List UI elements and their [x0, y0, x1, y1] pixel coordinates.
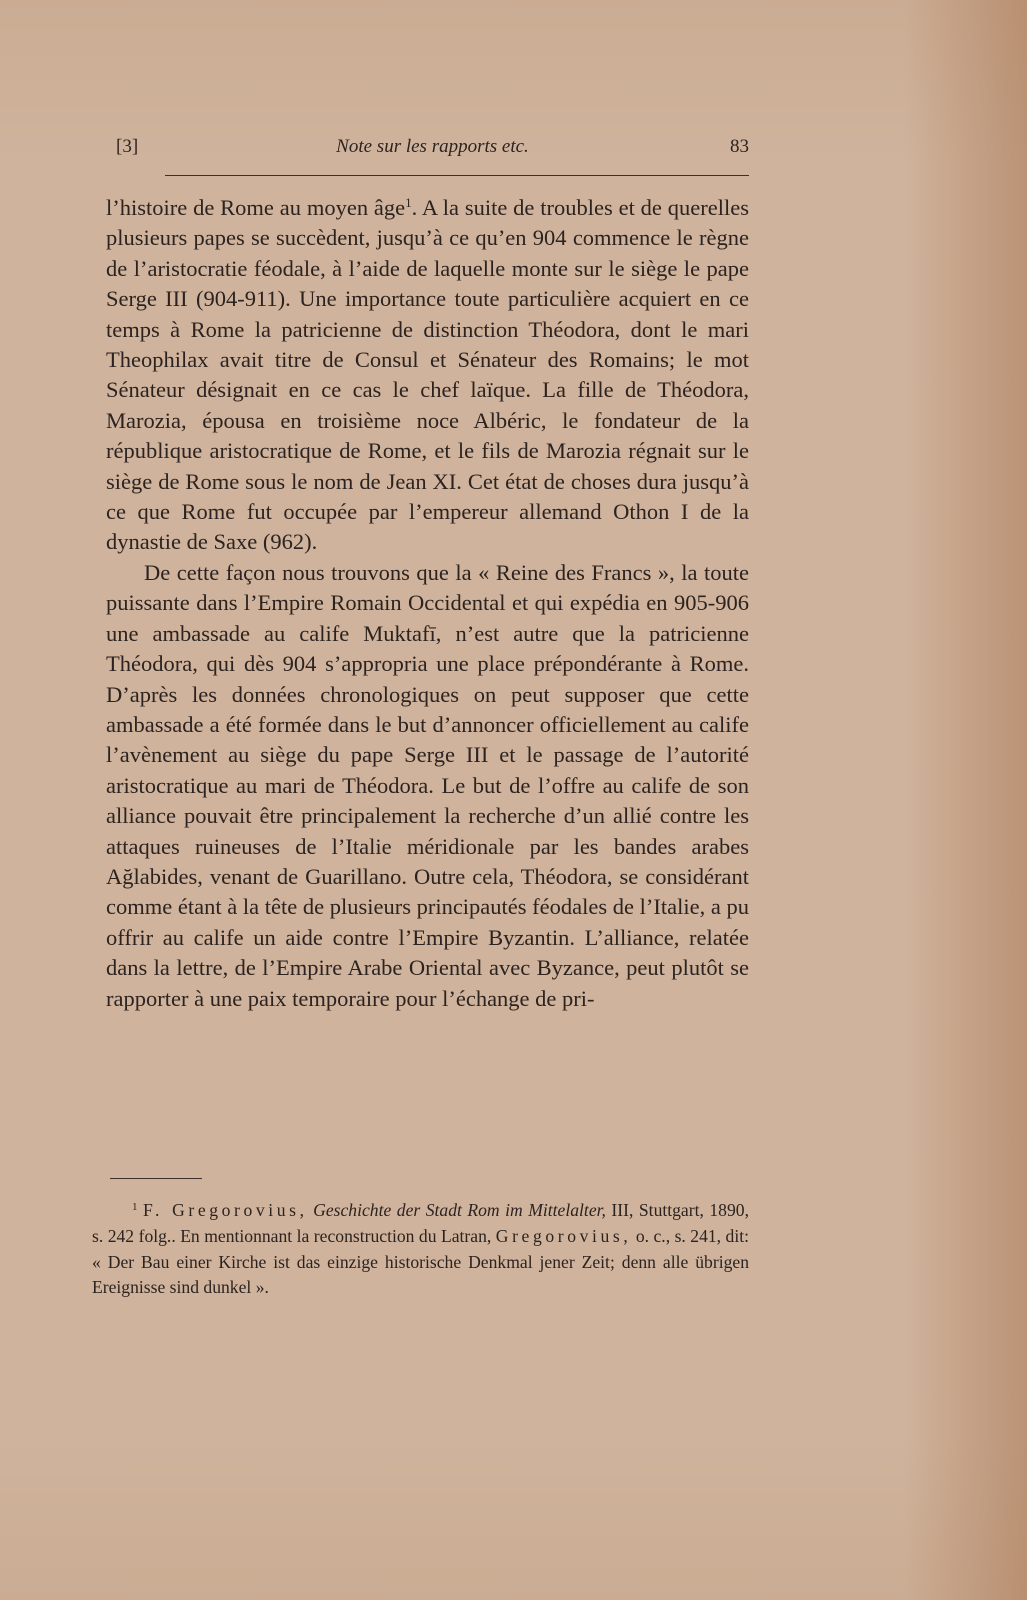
footnote-mark: 1: [132, 1201, 138, 1213]
footnote-reference: 1: [405, 195, 412, 210]
footnote-author-repeat: Gregorovius,: [495, 1225, 632, 1246]
footnote-author: F. Gregorovius,: [143, 1200, 308, 1220]
page-number: 83: [730, 136, 749, 157]
paragraph-1-text: l’histoire de Rome au moyen âge: [106, 195, 406, 220]
footnote-work-title: Geschichte der Stadt Rom im Mittelalter,: [313, 1200, 606, 1220]
paragraph-1: [106, 193, 749, 558]
header-rule: [165, 175, 749, 176]
running-head: [116, 136, 749, 166]
main-text: [106, 193, 749, 1014]
footnote-quote: o. c., s. 241, dit: « Der Bau einer Kirche ist das einzige historische Denkmal jener Zeit; denn alle übrigen Ereignisse sind dunkel ».: [92, 1225, 750, 1298]
running-title: Note sur les rapports etc.: [336, 136, 529, 157]
footnote: [92, 1198, 749, 1301]
section-number: [3]: [116, 136, 139, 157]
paragraph-1-continuation: . A la suite de troubles et de querelles plusieurs papes se succèdent, jusqu’à ce qu’en 904 commence le règne de l’aristocratie féodale, à l’aide de laquelle monte sur le siège le pape Serge III (904-911). Une importance toute particulière acquiert en ce temps à Rome la patricienne de distinction Théodora, dont le mari Theophilax avait titre de Consul et Sénateur des Romains; le mot Sénateur désignait en ce cas le chef laïque. La fille de Théodora, Marozia, épousa en troisième noce Albéric, le fondateur de la république aristocratique de Rome, et le fils de Marozia régnait sur le siège de Rome sous le nom de Jean XI. Cet état de choses dura jusqu’à ce que Rome fut occupée par l’empereur allemand Othon I de la dynastie de Saxe (962).: [106, 195, 749, 555]
paragraph-2: De cette façon nous trouvons que la « Reine des Francs », la toute puissante dans l’Empire Romain Occidental et qui expédia en 905-906 une ambassade au calife Muktafī, n’est autre que la patricienne Théodora, qui dès 904 s’appropria une place prépondérante à Rome. D’après les données chronologiques on peut supposer que cette ambassade a été formée dans le but d’annoncer officiellement au calife l’avènement au siège du pape Serge III et le passage de l’autorité aristocratique au mari de Théodora. Le but de l’offre au calife de son alliance pouvait être principalement la recherche d’un allié contre les attaques ruineuses de l’Italie méridionale par les bandes arabes Ağlabides, venant de Guarillano. Outre cela, Théodora, se considérant comme étant à la tête de plusieurs principautés féodales de l’Italie, a pu offrir au calife un aide contre l’Empire Byzantin. L’alliance, relatée dans la lettre, de l’Empire Arabe Oriental avec Byzance, peut plutôt se rapporter à une paix temporaire pour l’échange de pri-: [106, 559, 749, 1011]
footnote-rule: [110, 1178, 202, 1179]
footnote-details: III, Stuttgart, 1890, s. 242 folg.. En mentionnant la reconstruction du Latran,: [92, 1200, 749, 1246]
footnote-1: [92, 1198, 749, 1301]
